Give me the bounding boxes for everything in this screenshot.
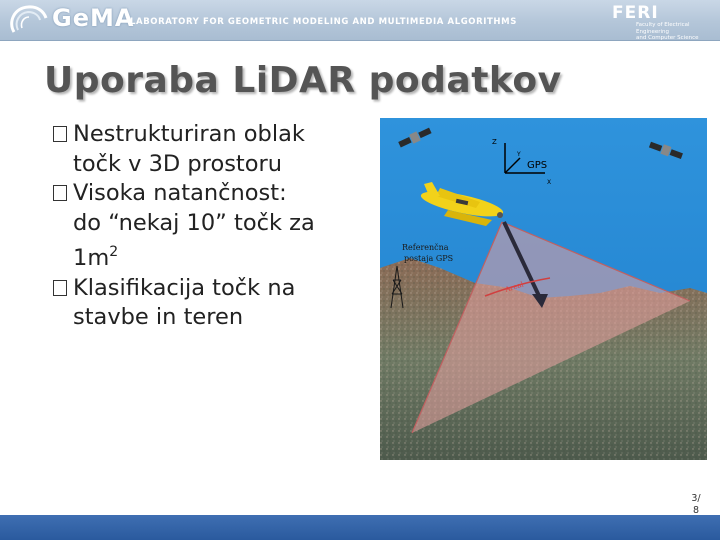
bullet-text: stavbe in teren: [73, 304, 244, 330]
gema-swirl-icon: [6, 2, 52, 38]
gema-logo-text: GeMA: [52, 4, 135, 32]
bullet-text: Nestrukturiran oblak: [73, 121, 305, 147]
slide-title: Uporaba LiDAR podatkov: [44, 60, 562, 101]
page-number: [676, 493, 716, 517]
square-bullet-icon: [53, 185, 67, 201]
feri-subtitle-line: Faculty of Electrical Engineering: [636, 22, 690, 35]
lab-name: LABORATORY FOR GEOMETRIC MODELING AND MULTIMEDIA ALGORITHMS: [130, 17, 517, 27]
axis-x-label: X: [547, 179, 552, 186]
bullet-text-unit: 1m: [73, 245, 110, 271]
bullet-item: [46, 120, 366, 179]
gps-label: GPS: [527, 160, 548, 171]
bullet-text: točk v 3D prostoru: [73, 150, 283, 177]
footer-bar: [0, 515, 720, 540]
page-number-line: 8: [692, 505, 700, 516]
feri-subtitle-line: and Computer Science: [636, 35, 699, 41]
scan-label: Areal: [504, 280, 525, 294]
station-label: Referenčna: [402, 243, 449, 252]
bullet-list: [46, 120, 366, 333]
bullet-text: do “nekaj 10” točk za: [73, 209, 315, 236]
bullet-text: [73, 238, 366, 274]
superscript: 2: [109, 244, 119, 260]
bullet-item: [46, 179, 366, 274]
bullet-text: Klasifikacija točk na: [73, 274, 296, 301]
page-number-line: 3/: [691, 493, 701, 504]
header-banner: [0, 0, 720, 41]
axis-z-label: Z: [492, 138, 497, 146]
feri-logo: FERI: [612, 3, 659, 23]
square-bullet-icon: [53, 280, 67, 296]
bullet-text: Visoka natančnost:: [73, 180, 287, 206]
feri-subtitle: [636, 22, 720, 42]
axis-y-label: Y: [517, 151, 521, 158]
station-label: postaja GPS: [404, 254, 454, 263]
square-bullet-icon: [53, 126, 67, 142]
lidar-illustration: [380, 118, 707, 460]
bullet-item: [46, 274, 366, 333]
